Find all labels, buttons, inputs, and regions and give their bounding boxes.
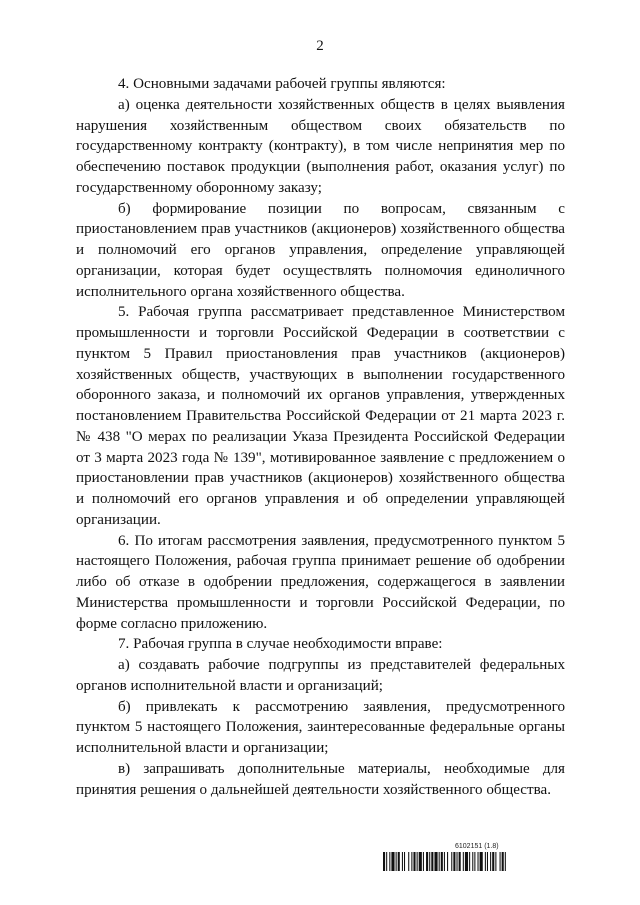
paragraph-tasks-heading: 4. Основными задачами рабочей группы являются:	[118, 76, 446, 92]
document-barcode	[383, 843, 567, 871]
paragraph-task-b: б) формирование позиции по вопросам, связанным с приостановлением прав участников (акционеров) хозяйственного общества и полномочий его органов управления, определение управляющей организации, которая будет осуществлять полномочия единоличного исполнительного органа хозяйственного общества.	[76, 200, 565, 300]
paragraph-item-5: 5. Рабочая группа рассматривает представленное Министерством промышленности и торговли Российской Федерации в соответствии с пунктом 5 Правил приостановления прав участников (акционеров) хозяйственных обществ, участвующих в выполнении государственного оборонного заказа, и полномочий их органов управления, утвержденных постановлением Правительства Российской Федерации от 21 марта 2023 г. № 438 "О мерах по реализации Указа Президента Российской Федерации от 3 марта 2023 года № 139", мотивированное заявление с предложением о приостановлении прав участников (акционеров) хозяйственного общества и полномочий его органов управления и об определении управляющей организации.	[76, 304, 565, 528]
paragraph-item-7: 7. Рабочая группа в случае необходимости вправе:	[118, 636, 443, 653]
paragraph-right-b: б) привлекать к рассмотрению заявления, предусмотренного пунктом 5 настоящего Положения, заинтересованные федеральные органы исполнительной власти и организации;	[76, 698, 565, 756]
paragraph-right-c: в) запрашивать дополнительные материалы, необходимые для принятия решения о дальнейшей деятельности хозяйственного общества.	[76, 760, 565, 798]
document-body	[76, 74, 565, 800]
page-number: 2	[316, 38, 324, 54]
paragraph-task-a: а) оценка деятельности хозяйственных обществ в целях выявления нарушения хозяйственным обществом своих обязательств по государственному контракту (контракту), в том числе непринятия мер по обеспечению поставок продукции (выполнения работ, оказания услуг) по государственному оборонному заказу;	[76, 96, 565, 196]
paragraph-right-a: а) создавать рабочие подгруппы из представителей федеральных органов исполнительной власти и организаций;	[76, 657, 565, 694]
paragraph-item-6: 6. По итогам рассмотрения заявления, предусмотренного пунктом 5 настоящего Положения, рабочая группа принимает решение об одобрении либо об отказе в одобрении предложения, содержащегося в заявлении Министерства промышленности и торговли Российской Федерации, по форме согласно приложению.	[76, 532, 565, 632]
barcode-caption: 6102151 (1.8)	[455, 843, 499, 850]
barcode-icon	[383, 852, 567, 871]
